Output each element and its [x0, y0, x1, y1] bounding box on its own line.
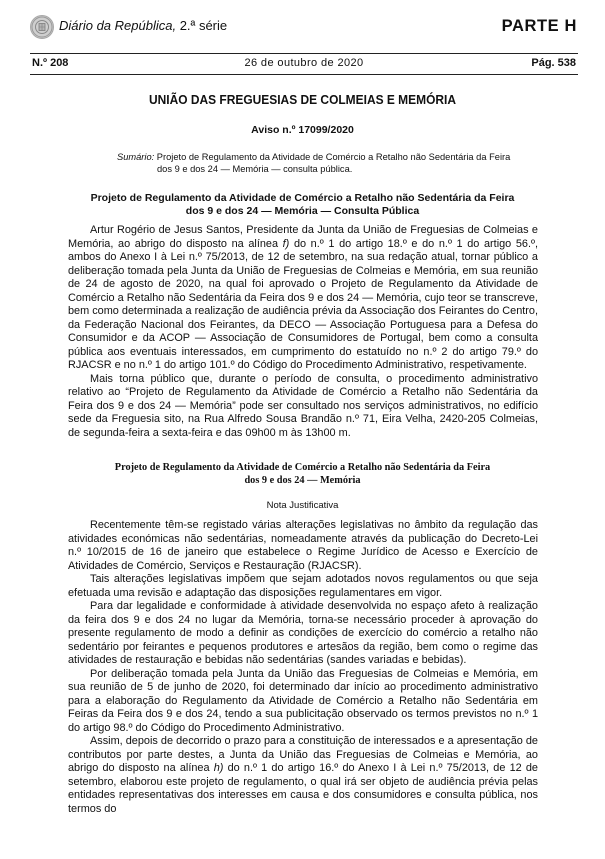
- paragraph: Para dar legalidade e conformidade à atividade desenvolvida no espaço afeto à realização da feira dos 9 e dos 24 no lugar da Memória, torna-se necessário proceder à aprovação do presente regulamento de modo a definir as condições de exercício do comércio a retalho não sedentário por feirantes e pequenos produtores e artesãos da região, bem como o regime das atividades de restauração e bebidas não sedentárias (sandes variadas e bebidas).: [68, 600, 538, 666]
- paragraph-emphasis: f): [282, 237, 290, 250]
- regulation-heading-line1: Projeto de Regulamento da Atividade de Comércio a Retalho não Sedentária da Feira: [114, 462, 491, 473]
- paragraph-text: do n.º 1 do artigo 18.º e do n.º 1 do artigo 56.º, ambos do Anexo I à Lei n.º 75/2013, de 12 de setembro, na sua redação atual, tornar público a deliberação tomada pela Junta da União de Freguesias de Colmeias e Memória, em sua reunião de 24 de agosto de 2020, na qual foi aprovado o Projeto de Regulamento da Atividade de Comércio a Retalho não Sedentária da Feira dos 9 e dos 24 — Memória, cujo teor se transcreve, bem como determinada a realização de audiência prévia da Associação dos Feirantes do Centro, da Federação Nacional dos Feirantes, da DECO — Associação Portuguesa para a Defesa do Consumidor e da ACOP — Associação de Consumidores de Portugal, bem como a consulta pública aos eventuais interessados, em cumprimento do estatuído no n.º 2 do artigo 79.º do RJACSR e no n.º 1 do artigo 101.º do Código do Procedimento Administrativo, respetivamente.: [68, 237, 538, 371]
- paragraph: Tais alterações legislativas impõem que sejam adotados novos regulamentos ou que seja efetuada uma revisão e adaptação das disposições regulamentares em vigor.: [68, 573, 538, 599]
- paragraph-emphasis: h): [213, 762, 224, 774]
- coat-of-arms-icon: [30, 15, 54, 39]
- regulation-heading-line2: dos 9 e dos 24 — Memória: [244, 475, 361, 486]
- regulation-body: [68, 519, 538, 816]
- paragraph-text: Artur Rogério de Jesus Santos, Presidente da Junta da União de Freguesias de Colmeias e Memória, ao abrigo do disposto na alínea: [68, 224, 538, 250]
- paragraph: Mais torna público que, durante o período de consulta, o procedimento administrativo relativo ao “Projeto de Regulamento da Atividade de Comércio a Retalho não Sedentária da Feira dos 9 e dos 24 — Memória” pode ser consultado nos serviços administrativos, no edifício sede da Freguesia sito, na Rua Alfredo Sousa Brandão n.º 71, Eira Velha, 2420-205 Colmeias, de segunda-feira a sexta-feira e das 09h00 m às 13h00 m.: [68, 372, 538, 439]
- paragraph-text: Assim, depois de decorrido o prazo para a constituição de interessados e a apresentação de contributos por parte destes, a Junta da União das Freguesias de Colmeias e Memória, ao abrigo do disposto na alínea: [68, 735, 538, 774]
- paragraph: [68, 735, 538, 816]
- notice-heading: [0, 192, 605, 218]
- regulation-heading: [0, 461, 605, 487]
- page-number: Pág. 538: [531, 57, 576, 69]
- header-rule-bottom: [30, 74, 578, 75]
- paragraph: [68, 224, 538, 373]
- summary: [117, 152, 517, 175]
- journal-series: 2.ª série: [176, 18, 228, 33]
- journal-title: [59, 18, 227, 33]
- paragraph: Por deliberação tomada pela Junta da União das Freguesias de Colmeias e Memória, em sua reunião de 5 de junho de 2020, foi determinado dar início ao procedimento administrativo para a elaboração do Regulamento da Atividade de Comércio a Retalho não Sedentária em Feiras da Feira dos 9 e dos 24, tendo a sua publicitação observado os termos previstos no n.º 1 do artigo 98.º do Código do Procedimento Administrativo.: [68, 667, 538, 734]
- paragraph-text: do n.º 1 do artigo 16.º do Anexo I à Lei n.º 75/2013, de 12 de setembro, elaborou este projeto de regulamento, o qual irá ser objeto de audiência prévia pelas entidades representativas dos interesses em causa e dos consumidores e consulta pública, nos termos do: [68, 762, 538, 815]
- header-rule-top: [30, 53, 578, 54]
- notice-number: Aviso n.º 17099/2020: [251, 124, 354, 136]
- paragraph: Recentemente têm-se registado várias alterações legislativas no âmbito da regulação das atividades económicas não sedentárias, nomeadamente através da publicação do Decreto-Lei n.º 10/2015 de 16 de janeiro que estabelece o Regime Jurídico de Acesso e Exercício de Atividades de Comércio, Serviços e Restauração (RJACSR).: [68, 519, 538, 572]
- notice-heading-line1: Projeto de Regulamento da Atividade de Comércio a Retalho não Sedentária da Feira: [90, 192, 515, 204]
- section-title: Nota Justificativa: [266, 500, 339, 511]
- issue-date: 26 de outubro de 2020: [244, 57, 364, 69]
- journal-name: Diário da República,: [59, 18, 177, 33]
- summary-text-line1: Projeto de Regulamento da Atividade de Comércio a Retalho não Sedentária da Feira: [154, 152, 511, 162]
- summary-text-line2: dos 9 e dos 24 — Memória — consulta pública.: [157, 163, 353, 174]
- issue-number: N.º 208: [32, 57, 69, 69]
- entity-title: UNIÃO DAS FREGUESIAS DE COLMEIAS E MEMÓRIA: [148, 92, 456, 107]
- part-label: PARTE H: [501, 17, 577, 35]
- summary-label: Sumário:: [117, 152, 155, 162]
- notice-body: [68, 224, 538, 440]
- notice-heading-line2: dos 9 e dos 24 — Memória — Consulta Pública: [185, 205, 420, 217]
- issue-info-row: [30, 57, 578, 71]
